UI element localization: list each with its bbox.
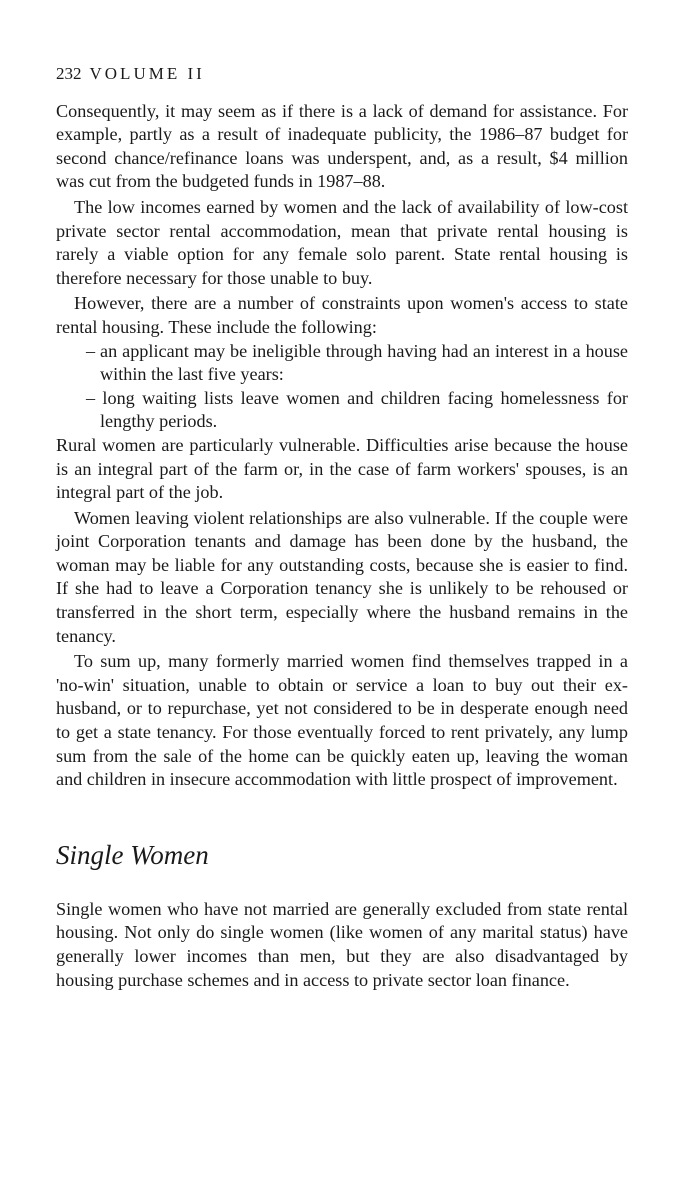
paragraph-constraints: However, there are a number of constraints upon women's access to state rental housing. These include the following: [56, 293, 628, 337]
constraints-list [56, 340, 628, 434]
paragraph-demand: Consequently, it may seem as if there is a lack of demand for assistance. For example, partly as a result of inadequate publicity, the 1986–87 budget for second chance/refinance loans was underspent, and, as a result, $4 million was cut from the budgeted funds in 1987–88. [56, 100, 628, 192]
running-header [56, 62, 628, 86]
paragraph-violent-relationships: Women leaving violent relationships are also vulnerable. If the couple were joint Corporation tenants and damage has been done by the husband, the woman may be liable for any outstanding costs, because she is easier to find. If she had to leave a Corporation tenancy she is unlikely to be rehoused or transferred in the short term, especially where the husband remains in the tenancy. [56, 507, 628, 646]
section-heading: Single Women [56, 839, 209, 870]
page-number: 232 [56, 64, 82, 83]
list-item: – long waiting lists leave women and children facing homelessness for lengthy periods. [86, 387, 628, 432]
paragraph-rural-women: Rural women are particularly vulnerable. Difficulties arise because the house is an integral part of the farm or, in the case of farm workers' spouses, is an integral part of the job. [56, 434, 628, 503]
paragraph-sum-up: To sum up, many formerly married women find themselves trapped in a 'no-win' situation, unable to obtain or service a loan to buy out their ex-husband, or to repurchase, yet not considered to be in desperate enough need to get a state tenancy. For those eventually forced to rent privately, any lump sum from the sale of the home can be quickly eaten up, leaving the woman and children in insecure accommodation with little prospect of improvement. [56, 651, 628, 790]
paragraph-single-women: Single women who have not married are generally excluded from state rental housing. Not only do single women (like women of any marital status) have generally lower incomes than men, but they are also disadvantaged by housing purchase schemes and in access to private sector loan finance. [56, 898, 628, 990]
document-page [56, 62, 628, 992]
running-title: VOLUME II [89, 64, 205, 83]
paragraph-low-incomes: The low incomes earned by women and the lack of availability of low-cost private sector rental accommodation, mean that private rental housing is rarely a viable option for any female solo parent. State rental housing is therefore necessary for those unable to buy. [56, 196, 628, 288]
list-item: – an applicant may be ineligible through having had an interest in a house within the last five years: [86, 340, 628, 385]
